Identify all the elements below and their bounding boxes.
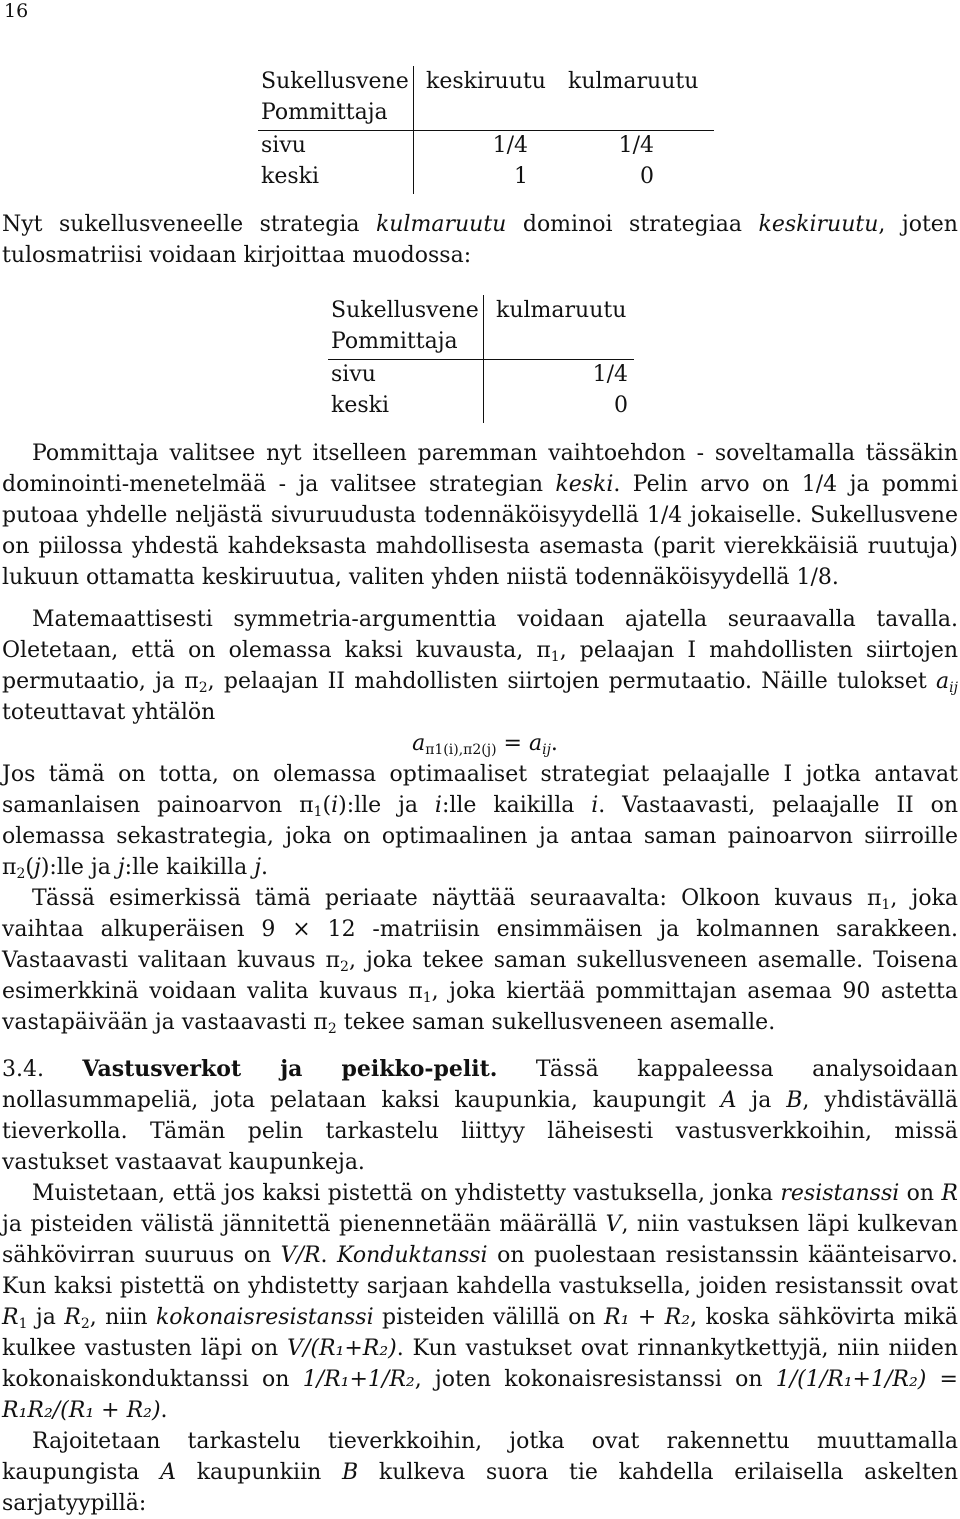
table-row-label: keski xyxy=(331,393,390,418)
section-3-4: 3.4. Vastusverkot ja peikko-pelit. Tässä kappaleessa analysoidaan nollasummapeliä, jota pelataan kaksi kaupunkia, kaupungit A ja B, yhdistävällä tieverkolla. Tämän pelin tarkastelu liittyy läheisesti vastusverkkoihin, missä vastukset vastaavat kaupunkeja. Muistetaan, että jos kaksi pistettä on yhdistetty vastuksella, jonka resistanssi on R ja pisteiden välistä jännitettä pienennetään määrällä V, niin vastuksen läpi kulkevan sähkövirran suuruus on V/R. Konduktanssi on puolestaan resistanssin käänteisarvo. Kun kaksi pistettä on yhdistetty sarjaan kahdella vastuksella, joiden resistanssit ovat $R_1$ ja $R_2$, niin kokonaisresistanssi pisteiden välillä on R₁ + R₂, koska sähkövirta mikä kulkee vastusten läpi on V/(R₁+R₂). Kun vastukset ovat rinnankytkettyjä, niin niiden kokonaiskonduktanssi on 1/R₁+1/R₂, joten kokonaisresistanssi on 1/(1/R₁+1/R₂) = R₁R₂/(R₁ + R₂). Rajoitetaan tarkastelu tieverkkoihin, jotka ovat rakennettu muuttamalla kaupungista A kaupunkiin B kulkeva suora tie kahdella erilaisella askelten sarjatyypillä: xyxy=(2,1056,959,1516)
paragraph: Pommittaja valitsee nyt itselleen paremman vaihtoehdon - soveltamalla tässäkin dominointi-menetelmää - ja valitsee strategian keski. Pelin arvo on 1/4 ja pommi putoaa yhdelle neljästä sivuruudusta todennäköisyydellä 1/4 jokaiselle. Sukellusvene on piilossa yhdestä kahdeksasta mahdollisesta asemasta (parit vierekkäisiä ruutuja) lukuun ottamatta keskiruutua, valiten yhden niistä todennäköisyydellä 1/8. xyxy=(2,441,958,590)
table-header-col-player: Pommittaja xyxy=(261,100,388,125)
equation: $a_{\pi 1(i),\pi 2(j)} = a_{ij}$. xyxy=(412,731,558,758)
table-row-label: sivu xyxy=(261,133,306,158)
paragraph: Matemaattisesti symmetria-argumenttia voidaan ajatella seuraavalla tavalla. Oletetaan, että on olemassa kaksi kuvausta, $\pi_1$, pelaajan I mahdollisten siirtojen permutaatio, ja $\pi_2$, pelaajan II mahdollisten siirtojen permutaatio. Näille tulokset $a_{ij}$ toteuttavat yhtälön $a_{\pi 1(i),\pi 2(j)} = a_{ij}$. Jos tämä on totta, on olemassa optimaaliset strategiat pelaajalle I jotka antavat samanlaisen painoarvon $\pi_1(i):lle$ ja i:lle kaikilla i. Vastaavasti, pelaajalle II on olemassa sekastrategia, joka on optimaalinen ja antaa saman painoarvon siirroille $\pi_2(j):lle$ ja j:lle kaikilla j. Tässä esimerkissä tämä periaate näyttää seuraavalta: Olkoon kuvaus $\pi_1$, joka vaihtaa alkuperäisen 9 × 12 -matriisin ensimmäisen ja kolmannen sarakkeen. Vastaavasti valitaan kuvaus $\pi_2$, joka tekee saman sukellusveneen asemalle. Toisena esimerkkinä voidaan valita kuvaus $\pi_1$, joka kiertää pommittajan asemaa 90 astetta vastapäivään ja vastaavasti $\pi_2$ tekee saman sukellusveneen asemalle. xyxy=(2,607,959,1037)
table-column-header: kulmaruutu xyxy=(568,69,699,94)
table-row-label: keski xyxy=(261,164,320,189)
paragraph: Nyt sukellusveneelle strategia kulmaruutu dominoi strategiaa keskiruutu, joten tulosmatriisi voidaan kirjoittaa muodossa: xyxy=(2,212,958,268)
table-column-header: kulmaruutu xyxy=(496,298,627,323)
table-row-label: sivu xyxy=(331,362,376,387)
table-cell: 1/4 xyxy=(492,133,528,158)
table-cell: 1/4 xyxy=(618,133,654,158)
table-cell: 0 xyxy=(640,164,654,189)
section-title: Vastusverkot ja peikko-pelit. xyxy=(82,1056,498,1082)
table-cell: 0 xyxy=(614,393,628,418)
table-column-header: keskiruutu xyxy=(426,69,546,94)
section-number: 3.4. xyxy=(2,1057,44,1082)
page-number: 16 xyxy=(4,0,29,22)
payoff-table-2 xyxy=(328,295,634,423)
table-cell: 1/4 xyxy=(592,362,628,387)
table-header-row-player: Sukellusvene xyxy=(261,69,409,94)
table-header-row-player: Sukellusvene xyxy=(331,298,479,323)
payoff-table-1 xyxy=(258,66,714,194)
table-header-col-player: Pommittaja xyxy=(331,329,458,354)
table-cell: 1 xyxy=(514,164,528,189)
